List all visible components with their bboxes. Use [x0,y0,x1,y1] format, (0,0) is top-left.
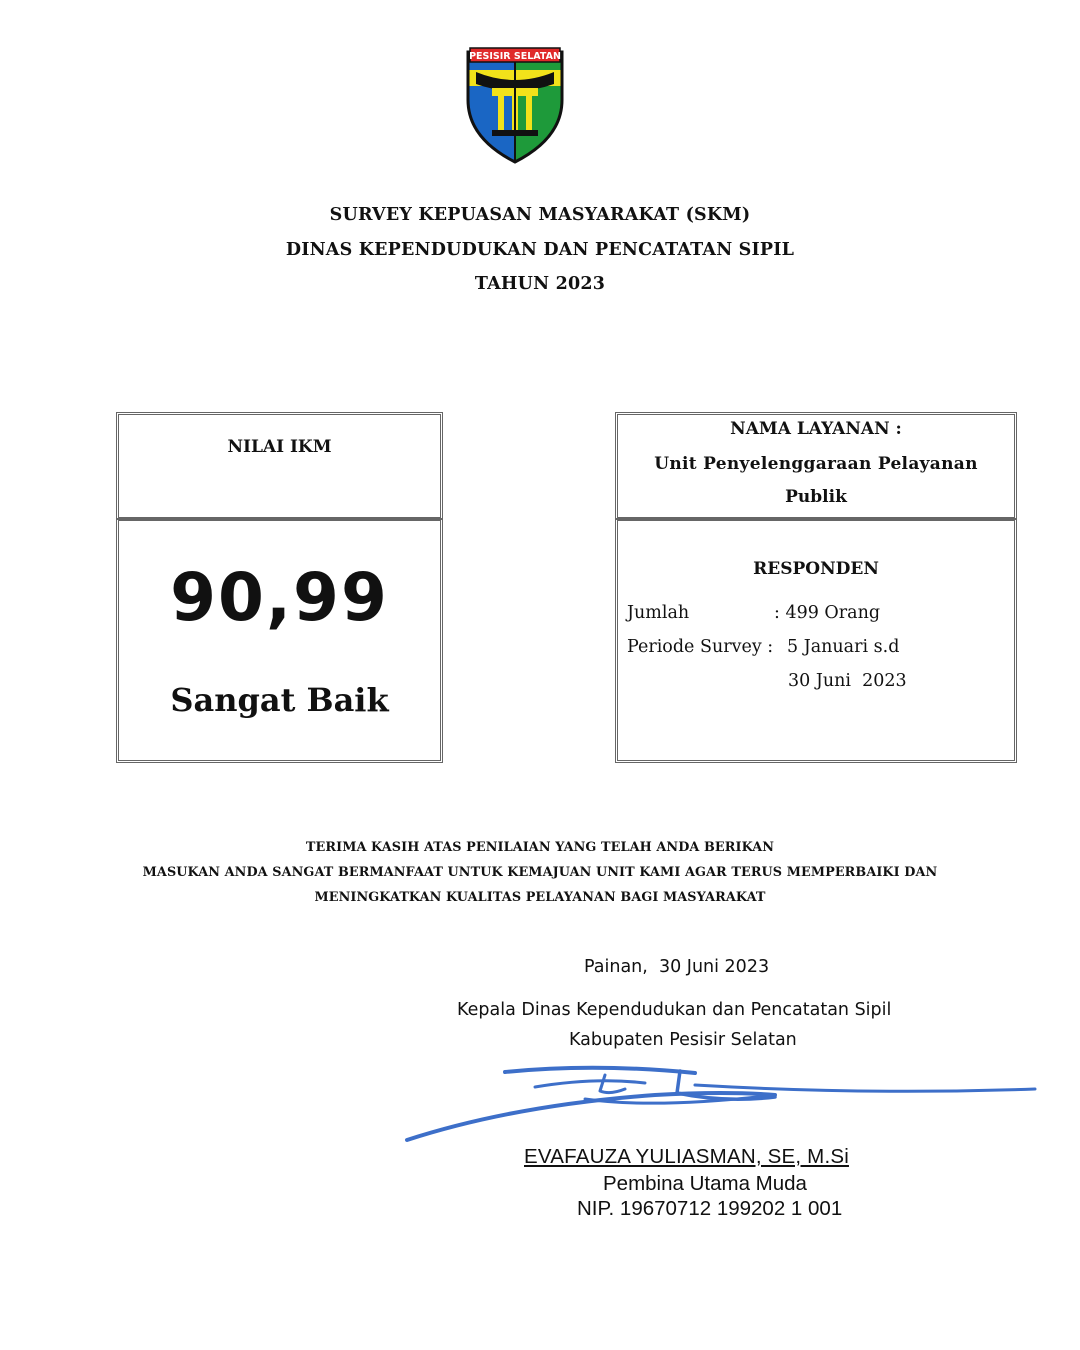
official-rank: Pembina Utama Muda [603,1172,807,1195]
place-date: Painan, 30 Juni 2023 [584,957,770,977]
survey-period-end: 30 Juni 2023 [788,671,907,691]
thanks-line3: MENINGKATKAN KUALITAS PELAYANAN BAGI MASYARAKAT [314,890,766,905]
thanks-line2: MASUKAN ANDA SANGAT BERMANFAAT UNTUK KEMAJUAN UNIT KAMI AGAR TERUS MEMPERBAIKI DAN [142,865,938,880]
official-nip: NIP. 19670712 199202 1 001 [577,1197,843,1220]
thanks-line1: TERIMA KASIH ATAS PENILAIAN YANG TELAH ANDA BERIKAN [305,840,775,855]
respondent-count-label: Jumlah [627,603,690,623]
service-label: NAMA LAYANAN : [730,419,902,439]
ikm-score: 90,99 [170,559,389,636]
survey-period-start: 5 Januari s.d [787,637,900,657]
respondent-count-value: : 499 Orang [774,603,881,623]
logo-banner-text: PESISIR SELATAN [469,51,561,62]
service-name-line1: Unit Penyelenggaraan Pelayanan [654,454,978,474]
ikm-label-cell [116,412,443,520]
respondent-cell [615,518,1017,763]
service-name-cell [615,412,1017,520]
service-name-line2: Publik [785,487,847,507]
year-title: TAHUN 2023 [474,274,606,294]
official-name: EVAFAUZA YULIASMAN, SE, M.Si [524,1145,849,1168]
respondent-heading: RESPONDEN [753,559,879,579]
position-line2: Kabupaten Pesisir Selatan [569,1030,797,1050]
survey-title: SURVEY KEPUASAN MASYARAKAT (SKM) [329,205,751,225]
position-line1: Kepala Dinas Kependudukan dan Pencatatan Sipil [457,1000,892,1020]
regency-logo [462,42,568,164]
ikm-value-cell [116,518,443,763]
survey-period-label: Periode Survey : [627,637,774,657]
handwritten-signature [395,1055,1045,1150]
office-title: DINAS KEPENDUDUKAN DAN PENCATATAN SIPIL [285,240,795,260]
ikm-grade: Sangat Baik [170,681,389,719]
ikm-label: NILAI IKM [227,437,332,457]
